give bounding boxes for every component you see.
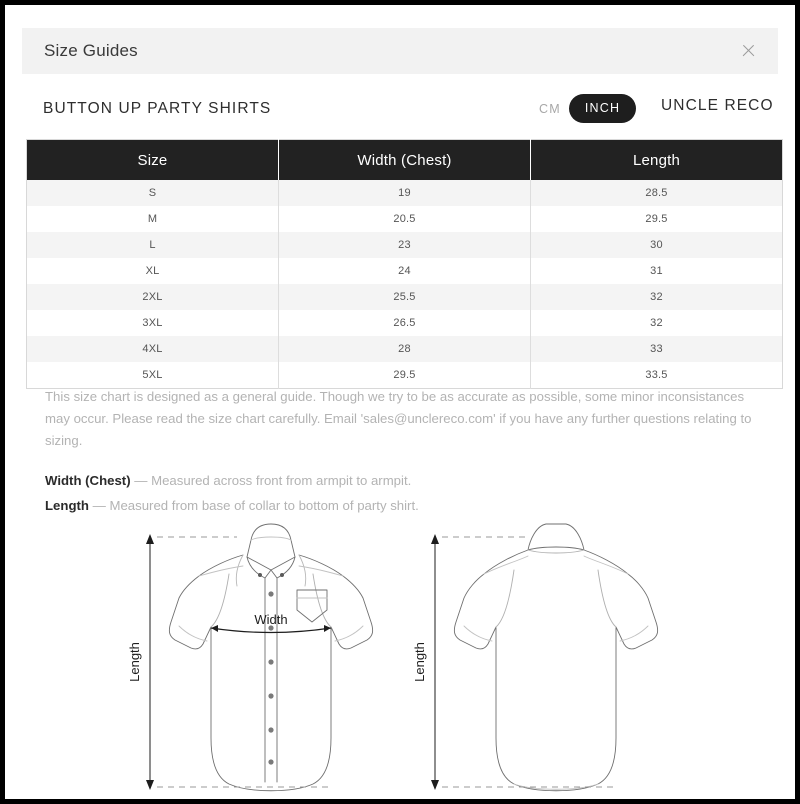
cell-length: 28.5 (645, 187, 668, 199)
cell-size: 2XL (27, 284, 279, 310)
column-header-length: Length (531, 140, 783, 181)
definition-term-width: Width (Chest) (45, 473, 131, 488)
cell-size: 4XL (27, 336, 279, 362)
definition-desc-length: — Measured from base of collar to bottom of party shirt. (88, 498, 419, 513)
brand-name: UNCLE RECO (661, 97, 774, 114)
cell-width: 24 (279, 258, 531, 284)
product-title: BUTTON UP PARTY SHIRTS (43, 100, 272, 117)
cell-size: 5XL (27, 362, 279, 389)
cell-width: 26.5 (279, 310, 531, 336)
table-row (27, 310, 783, 336)
definition-width (45, 468, 761, 493)
cell-length: 30 (650, 239, 663, 251)
cell-size: 3XL (27, 310, 279, 336)
page-title: Size Guides (44, 41, 138, 60)
cell-width: 25.5 (279, 284, 531, 310)
shirt-front-icon (125, 510, 415, 800)
width-measure-label: Width (254, 612, 288, 627)
cell-length: 29.5 (645, 213, 668, 225)
table-row (27, 232, 783, 258)
table-row (27, 258, 783, 284)
definition-desc-width: — Measured across front from armpit to armpit. (130, 473, 412, 488)
length-measure-label-back: Length (412, 642, 427, 682)
table-row (27, 284, 783, 310)
cell-size: XL (27, 258, 279, 284)
length-measure-label-front: Length (127, 642, 142, 682)
shirt-front-figure (125, 510, 415, 800)
table-row (27, 362, 783, 389)
unit-option-inch[interactable]: INCH (569, 94, 636, 123)
unit-toggle[interactable] (535, 94, 636, 123)
notes-section (45, 386, 761, 518)
cell-width: 23 (279, 232, 531, 258)
cell-width: 20.5 (279, 206, 531, 232)
column-header-width: Width (Chest) (279, 140, 531, 181)
column-header-size: Size (27, 140, 279, 181)
cell-size: L (27, 232, 279, 258)
table-row (27, 180, 783, 206)
cell-length: 31 (650, 265, 663, 277)
shirt-back-figure (410, 510, 700, 800)
cell-length: 32 (650, 291, 663, 303)
table-header-row (27, 140, 783, 181)
cell-width: 29.5 (279, 362, 531, 389)
cell-length: 33 (650, 343, 663, 355)
table-row (27, 336, 783, 362)
modal-titlebar (22, 28, 778, 74)
size-chart-table (26, 139, 783, 389)
disclaimer-text: This size chart is designed as a general guide. Though we try to be as accurate as possible, some minor inconsistances may occur. Please read the size chart carefully. Email 'sales@unclereco.com' if you have any further questions relating to sizing. (45, 389, 752, 448)
size-guide-modal (5, 5, 795, 799)
table-body (27, 180, 783, 389)
subheader (43, 91, 774, 127)
shirt-illustrations (125, 510, 705, 800)
table-row (27, 206, 783, 232)
definition-term-length: Length (45, 498, 89, 513)
cell-length: 33.5 (645, 369, 668, 381)
cell-size: S (27, 180, 279, 206)
cell-width: 19 (279, 180, 531, 206)
unit-option-cm[interactable]: CM (539, 101, 561, 116)
cell-width: 28 (279, 336, 531, 362)
close-icon[interactable] (738, 40, 760, 62)
cell-length: 32 (650, 317, 663, 329)
shirt-back-icon (410, 510, 700, 800)
cell-size: M (27, 206, 279, 232)
